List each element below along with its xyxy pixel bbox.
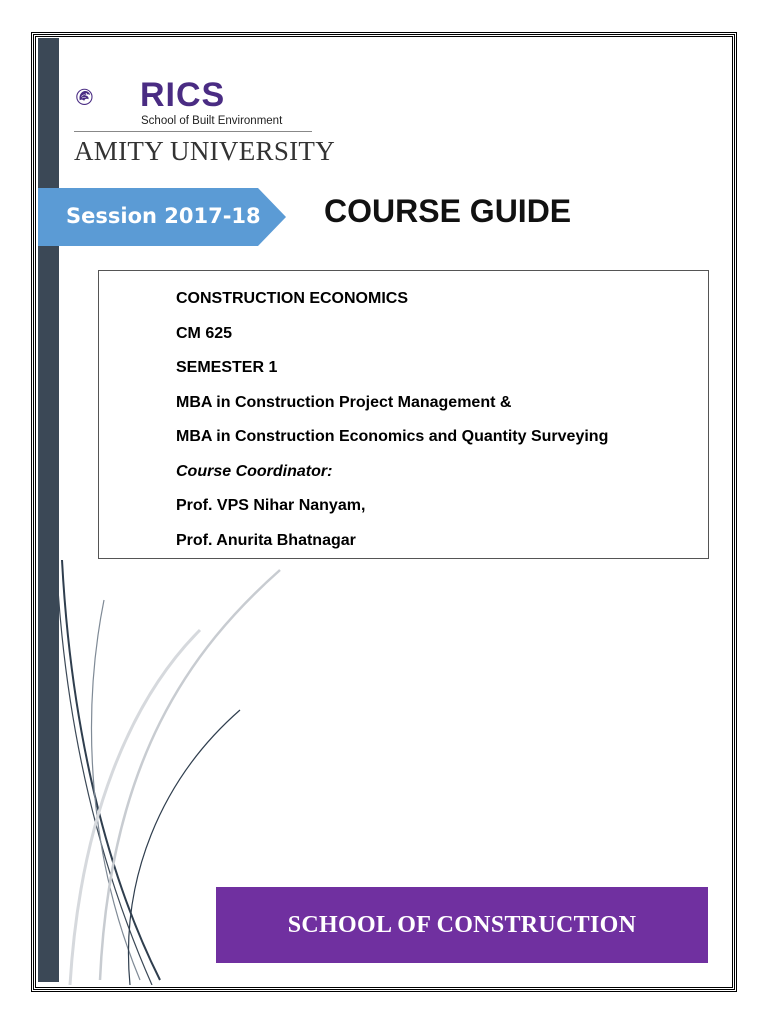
university-name: AMITY UNIVERSITY	[74, 136, 336, 166]
footer-school-name: SCHOOL OF CONSTRUCTION	[287, 912, 637, 938]
session-label: Session 2017-18	[66, 204, 261, 228]
course-code: CM 625	[176, 324, 233, 342]
coordinator-2: Prof. Anurita Bhatnagar	[176, 531, 356, 549]
course-info-lines	[176, 286, 608, 562]
coordinator-label: Course Coordinator:	[176, 462, 333, 480]
rics-subtitle: School of Built Environment	[141, 115, 283, 127]
logo-divider	[74, 131, 312, 132]
coordinator-1: Prof. VPS Nihar Nanyam,	[176, 497, 366, 514]
page-title: COURSE GUIDE	[324, 193, 572, 229]
program-line-2: MBA in Construction Economics and Quantity Surveying	[176, 428, 609, 445]
course-semester: SEMESTER 1	[176, 359, 278, 376]
course-name: CONSTRUCTION ECONOMICS	[176, 290, 408, 307]
rics-lion-logo-icon	[76, 70, 140, 134]
rics-brand-text: RICS	[140, 76, 226, 114]
program-line-1: MBA in Construction Project Management &	[176, 393, 512, 411]
